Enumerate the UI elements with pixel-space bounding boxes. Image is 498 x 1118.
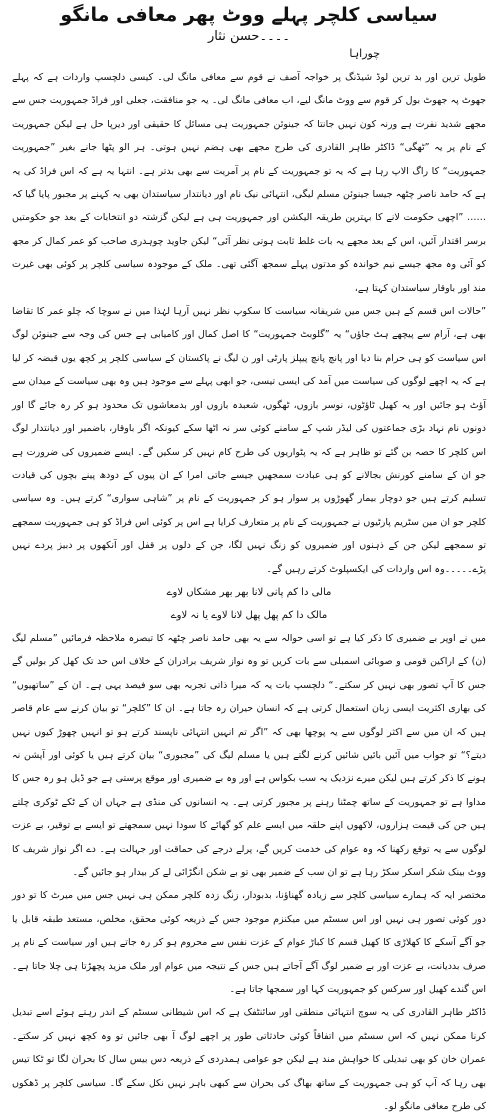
verse-line-2: مالک دا کم پھل پھل لانا لاوے یا نہ لاوے — [170, 609, 328, 621]
paragraph-3: میں نے اوپر بے ضمیری کا ذکر کیا ہے تو اسی حوالہ سے یہ بھی حامد ناصر چٹھہ کا تبصرہ ملاحظہ فرمائیں ”مسلم لیگ (ن) کے اراکین قومی و صوبائی اسمبلی سے بات کریں تو وہ نواز شریف برادران کے خلاف اس حد تک کھل کر بولیں گے جس کا آپ تصور بھی نہیں کر سکتے۔“ دلچسپ بات یہ کہ میرا ذاتی تجربہ بھی سو فیصد یہی ہے۔ ان کے ”ساتھیوں“ کی بھاری اکثریت ایسی زبان استعمال کرتی ہے کہ انسان حیران رہ جاتا ہے۔ ان کا ”کلچر“ تو بیان کرنے سے عام قاصر ہیں کہ ان میں سے اکثر لوگوں سے یہ پوچھا بھی کہ ”اگر تم انہیں انتہائی ناپسند کرتے ہو تو انہیں چھوڑ کیوں نہیں دیتے؟“ تو جواب میں آئیں بائیں شائیں کرنے لگتے ہیں یا مسلم لیگ کی ”مجبوری“ بیان کرتے ہیں یا کوئی اور آپشن نہ ہونے کا ذکر کرتے ہیں لیکن میرے نزدیک یہ سب بکواس ہے اور وہ بے ضمیری اور موقع پرستی ہے جو ڈیل ہو رہ جس کا مداوا ہے تو جمہوریت کے ساتھ چمٹنا رہنے پر مجبور کرتی ہے۔ یہ انسانوں کی منڈی ہے جہاں ان کے ٹکے ٹوکری چلتے ہیں جن کی قیمت ہزاروں، لاکھوں اپنے حلقہ میں ایسے علم کو گھائے کا سودا نہیں سمجھتے تو ایسے بے توقیر، بے عزت لوگوں سے یہ توقع رکھنا کہ وہ عوام کی خدمت کریں گے، پرلے درجے کی حماقت اور جہالت ہے۔ دے اگر نواز شریف کا ووٹ بینک شکر اسکر سکڑ رہا ہے تو ان سب کے ضمیر بھی تو بے شکن انگڑائی لے کر بیدار ہو جائیں گے۔ — [12, 632, 486, 878]
paragraph-1: طویل ترین اور بد ترین لوڈ شیڈنگ پر خواجہ آصف نے قوم سے معافی مانگ لی۔ کیسی دلچسپ واردات ہے کہ پہلے جھوٹ پہ جھوٹ بول کر قوم سے ووٹ مانگ لیے، اب معافی مانگ لی۔ یہ جو منافقت، جعلی اور فراڈ جمہوریت جس سے مجھے شدید نفرت ہے ورنہ کون نہیں جانتا کہ جینوئن جمہوریت ہی مسائل کا حقیقی اور دیرپا حل ہے لیکن جمہوریت کے نام پر یہ ”ٹھگی“ ڈاکٹر طاہر القادری کی طرح مجھے بھی ہضم نہیں ہوتی۔ ہر الو پٹھا جانے بغیر ”جمہوریت جمہوریت“ کا راگ الاپ رہا ہے کہ یہ تو جمہوریت کے نام پر آمریت سے بھی بدتر ہے۔ انتہا یہ ہے کہ اس فراڈ کی یہ ہے کہ حامد ناصر چٹھہ جیسا جینوئن مسلم لیگی، انتہائی نیک نام اور دیانتدار سیاستدان بھی یہ کہنے پر مجبور پایا گیا کہ …… ”اچھی حکومت لانے کا بہترین طریقہ الیکشن اور جمہوریت ہی ہے لیکن گزشتہ دو انتخابات کے بعد جو حکومتیں برسر اقتدار آئیں، اس کے بعد مجھے یہ بات غلط ثابت ہوتی نظر آئی“ لیکن جاوید چوہدری صاحب کو عمر کمال کر مجھ کو آئی وہ مجھ جیسے نیم خواندہ کو مدتوں پہلے سمجھ آگئی تھی۔ ملک کے موجودہ سیاسی کلچر پر کوئی بھی غیرت مند اور باوقار سیاستدان کہتا ہے، — [12, 72, 486, 294]
article-header — [0, 0, 498, 62]
article-body — [0, 62, 498, 1118]
paragraph-2: ”حالات اس قسم کے ہیں جس میں شریفانہ سیاست کا سکوپ نظر نہیں آرہا لہٰذا میں نے سوچا کہ چلو عمر کا تقاضا بھی ہے، آرام سے پیچھے ہٹ جاؤں“ یہ ”گلوبٹ جمہوریت“ کا اصل کمال اور کامیابی ہے جس کی وجہ سے جینوئن لوگ اس سیاست کو ہی حرام بنا دیا اور پانچ پانچ پیپلز پارٹی اور ن لیگ نے پاکستان کے سیاسی کلچر پر کچھ یوں قبضہ کر لیا ہے کہ یہ اچھے لوگوں کی سیاست میں آمد کی ایسی تیسی، جو ابھی پہلے سے موجود ہیں وہ بھی سیاست کے میدان سے آؤٹ ہو جائیں اور یہ کھیل ٹاؤٹوں، نوسر بازوں، ٹھگوں، شعبدہ بازوں اور بدمعاشوں تک محدود ہو کر رہ جائے گا اور دونوں نام نہاد بڑی جماعتوں کی لیڈر شپ کے سامنے کوئی سر نہ اٹھا سکے کیونکہ اگر باوقار، باضمیر اور دیانتدار لوگ اس کلچر کا حصہ بن گئے تو ظاہر ہے کہ یہ پٹواریوں کی طرح کام نہیں کر سکیں گے۔ ایسے ضمیروں کی ضرورت ہے جو ان کے سامنے کورنش بجالانے کو ہی عبادت سمجھیں جیسے جاتی امرا کے ان پیوں کے دودھ پینے بچوں کی قیادت تسلیم کرتے ہیں جو دوچار بیمار گھوڑوں پر سوار ہو کر جمہوریت کے نام پر ”شاہی سواری“ کرتے ہیں۔ وہ سیاسی کلچر جو ان مین سٹریم پارٹیوں نے جمہوریت کے نام پر متعارف کرایا ہے اس پر کوئی اس فراڈ کو ہی جمہوریت سمجھے تو سمجھے لیکن جن کے ذہنوں اور ضمیروں کو زنگ نہیں لگا، جن کے دلوں پر قفل اور آنکھوں پر دبیز پردے نہیں پڑے۔۔۔۔۔وہ اس واردات کی ایکسپلوٹ کرتے رہیں گے۔ — [12, 306, 486, 575]
paragraph-5: ڈاکٹر طاہر القادری کی یہ سوچ انتہائی منطقی اور سائنٹفک ہے کہ اس شیطانی سسٹم کے اندر رہتے ہوئے اسے تبدیل کرنا ممکن نہیں کہ اس سسٹم میں اتفاقاً کوئی حادثاتی طور پر اچھے لوگ آ بھی جائیں تو وہ کچھ نہیں کر سکتے۔ عمران خان کو بھی تبدیلی کا خواہش مند ہے لیکن جو عوامی ہمدردی کے ذریعہ دس بیس سال کا بحران لگا تو ٹکا تیس بھی رہا کہ آپ کو ہی جمہوریت کے ساتھ بھاگ کی بحران سے کبھی باہر نہیں نکل سکے گا۔ سیاسی کلچر پر ڈھکوں کی طرح معافی مانگو لو۔ — [12, 1007, 486, 1113]
author-byline: ۔۔۔۔حسن نثار — [208, 29, 290, 44]
column-name: چوراہا — [349, 47, 380, 60]
article-title: سیاسی کلچر پہلے ووٹ پھر معافی مانگو — [60, 4, 438, 26]
verse-line-1: مالی دا کم پانی لانا بھر بھر مشکاں لاوے — [166, 586, 332, 598]
paragraph-4: مختصر ایہ کہ ہمارے سیاسی کلچر سے زیادہ گھناؤنا، بدبودار، زنگ زدہ کلچر ممکن ہی نہیں جس میں میرٹ کا تو دور دور کوئی تصور ہی نہیں اور اس سسٹم میں میکنزم موجود جس کے ذریعہ کوئی محقق، مخلص، مستعد طبقہ قابل یا جو آگے آسکے کا کھلاڑی کا کھیل قسم کا کباڑ عوام کے عزت نفس سے محروم ہو کر رہ جاتے ہیں اور سیاست کے نام پر صرف بددیانت، بے عزت اور بے ضمیر لوگ آگے آجاتے ہیں جس کے نتیجہ میں عوام اور ملک مزید پچھڑتا ہی چلا جاتا ہے۔ اس گندے کھیل اور سرکس کو جمہوریت کہا اور سمجھا جاتا ہے۔ — [12, 890, 486, 996]
verse-block — [12, 581, 486, 627]
